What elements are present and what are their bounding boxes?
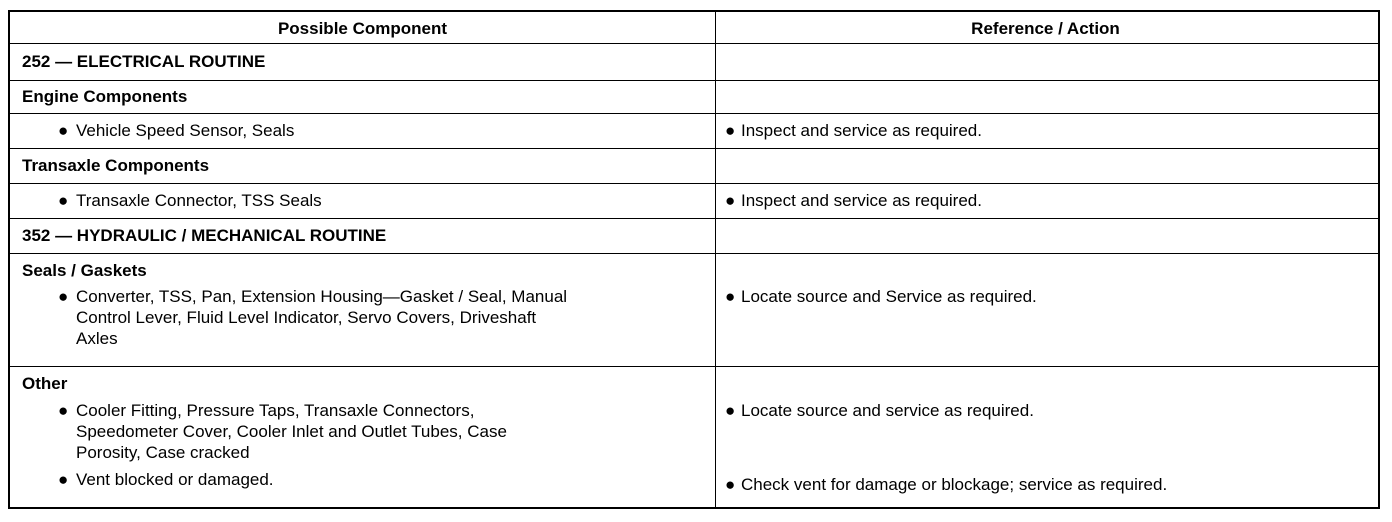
empty-cell — [716, 219, 1378, 253]
component-line: Axles — [76, 329, 118, 348]
component-cell — [10, 114, 716, 148]
component-text: Transaxle Connector, TSS Seals — [76, 191, 322, 210]
action-text: Inspect and service as required. — [741, 191, 982, 210]
component-text — [76, 400, 703, 463]
group-row-engine — [10, 80, 1378, 113]
group-title-engine: Engine Components — [10, 81, 716, 113]
bullet-icon: ● — [725, 191, 736, 210]
bullet-icon: ● — [725, 121, 736, 140]
action-text: Locate source and Service as required. — [741, 287, 1037, 306]
action-text: Check vent for damage or blockage; service as required. — [741, 475, 1168, 494]
table-row — [10, 113, 1378, 148]
bullet-icon: ● — [58, 401, 69, 420]
bullet-icon: ● — [725, 401, 736, 420]
bullet-icon: ● — [58, 287, 69, 306]
action-cell — [716, 184, 1378, 218]
component-text: Vehicle Speed Sensor, Seals — [76, 121, 295, 140]
bullet-icon: ● — [58, 470, 69, 489]
group-title-seals: Seals / Gaskets — [22, 261, 147, 280]
bullet-icon: ● — [725, 287, 736, 306]
empty-cell — [716, 149, 1378, 183]
component-line: Speedometer Cover, Cooler Inlet and Outlet Tubes, Case — [76, 422, 507, 441]
section-row-252 — [10, 43, 1378, 80]
component-line: Cooler Fitting, Pressure Taps, Transaxle Connectors, — [76, 401, 475, 420]
action-text: Locate source and service as required. — [741, 401, 1034, 420]
component-text — [76, 286, 703, 349]
header-reference-action: Reference / Action — [971, 19, 1120, 38]
bullet-icon: ● — [58, 191, 69, 210]
header-possible-component: Possible Component — [10, 12, 716, 43]
bullet-icon: ● — [725, 475, 736, 494]
group-row-transaxle — [10, 148, 1378, 183]
action-cell — [716, 114, 1378, 148]
section-title-252: 252 — ELECTRICAL ROUTINE — [10, 44, 716, 80]
component-line: Control Lever, Fluid Level Indicator, Servo Covers, Driveshaft — [76, 308, 537, 327]
empty-cell — [716, 81, 1378, 113]
group-title-transaxle: Transaxle Components — [10, 149, 716, 183]
section-title-352: 352 — HYDRAULIC / MECHANICAL ROUTINE — [10, 219, 716, 253]
empty-cell — [716, 44, 1378, 80]
bullet-icon: ● — [58, 121, 69, 140]
component-line: Converter, TSS, Pan, Extension Housing—Gasket / Seal, Manual — [76, 287, 568, 306]
action-text: Inspect and service as required. — [741, 121, 982, 140]
table-header — [10, 12, 1378, 43]
component-cell — [10, 254, 716, 366]
component-text: Vent blocked or damaged. — [76, 470, 274, 489]
action-cell — [716, 367, 1378, 507]
component-cell — [10, 367, 716, 507]
group-title-other: Other — [22, 374, 68, 393]
group-row-other — [10, 366, 1378, 507]
section-row-352 — [10, 218, 1378, 253]
table-row — [10, 183, 1378, 218]
action-cell — [716, 254, 1378, 366]
diagnosis-table — [8, 10, 1380, 509]
component-line: Porosity, Case cracked — [76, 443, 250, 462]
component-cell — [10, 184, 716, 218]
group-row-seals — [10, 253, 1378, 366]
